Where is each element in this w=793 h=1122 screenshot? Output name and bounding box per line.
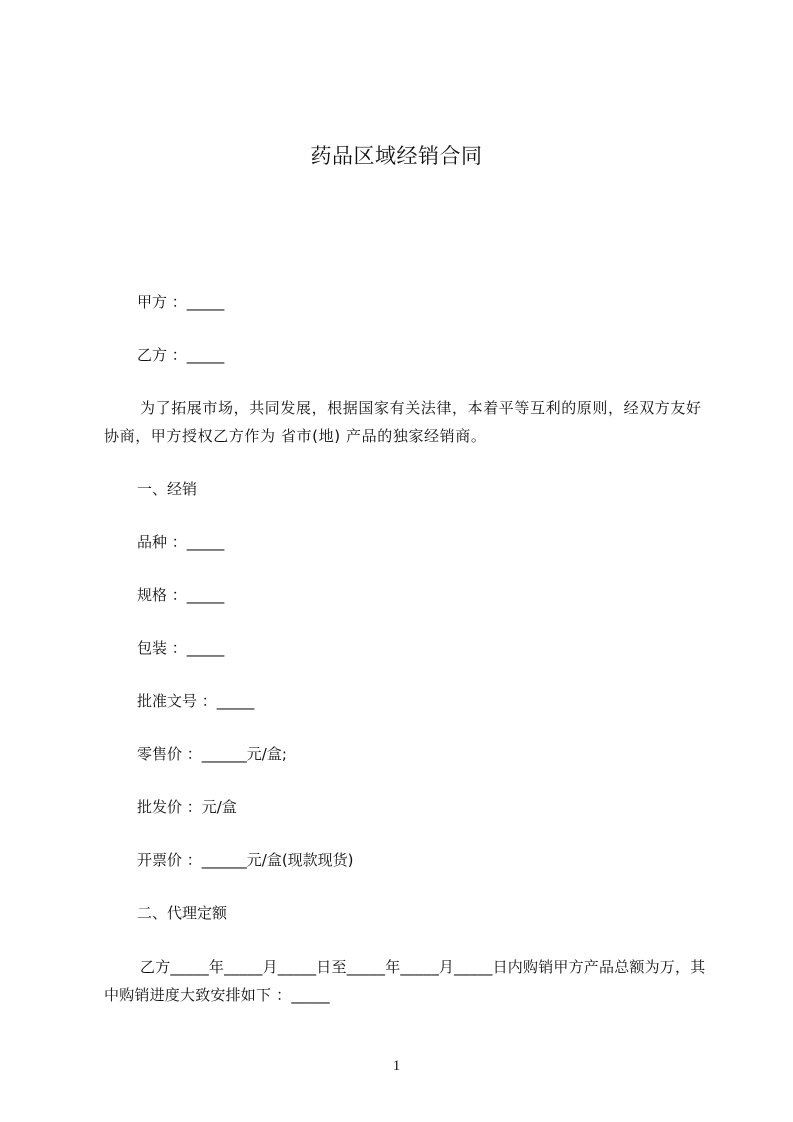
section-2-paragraph: 乙方_____年_____月_____日至_____年_____月_____日内购销甲方产品总额为万，其中购销进度大致安排如下 ：_____ bbox=[104, 958, 706, 1004]
specification-line: 规格 ：_____ bbox=[137, 586, 225, 604]
approval-number-line: 批准文号 ：_____ bbox=[137, 692, 255, 710]
packaging-line: 包装 ：_____ bbox=[137, 639, 225, 657]
party-a-line: 甲方 ：_____ bbox=[137, 293, 225, 311]
invoice-price-line: 开票价 ：______元/盒(现款现货) bbox=[137, 851, 354, 869]
party-b-line: 乙方 ：_____ bbox=[137, 346, 225, 364]
document-title: 药品区域经销合同 bbox=[310, 144, 483, 168]
page-number: 1 bbox=[392, 1058, 401, 1074]
variety-line: 品种 ：_____ bbox=[137, 533, 225, 551]
retail-price-line: 零售价 ：______元/盒; bbox=[137, 745, 287, 763]
wholesale-price-line: 批发价 ：元/盒 bbox=[137, 798, 237, 816]
intro-paragraph: 为了拓展市场，共同发展，根据国家有关法律，本着平等互利的原则，经双方友好协商，甲方授权乙方作为 省市(地) 产品的独家经销商。 bbox=[104, 399, 702, 445]
section-2-heading: 二、代理定额 bbox=[137, 904, 228, 922]
section-1-heading: 一、经销 bbox=[137, 480, 198, 498]
